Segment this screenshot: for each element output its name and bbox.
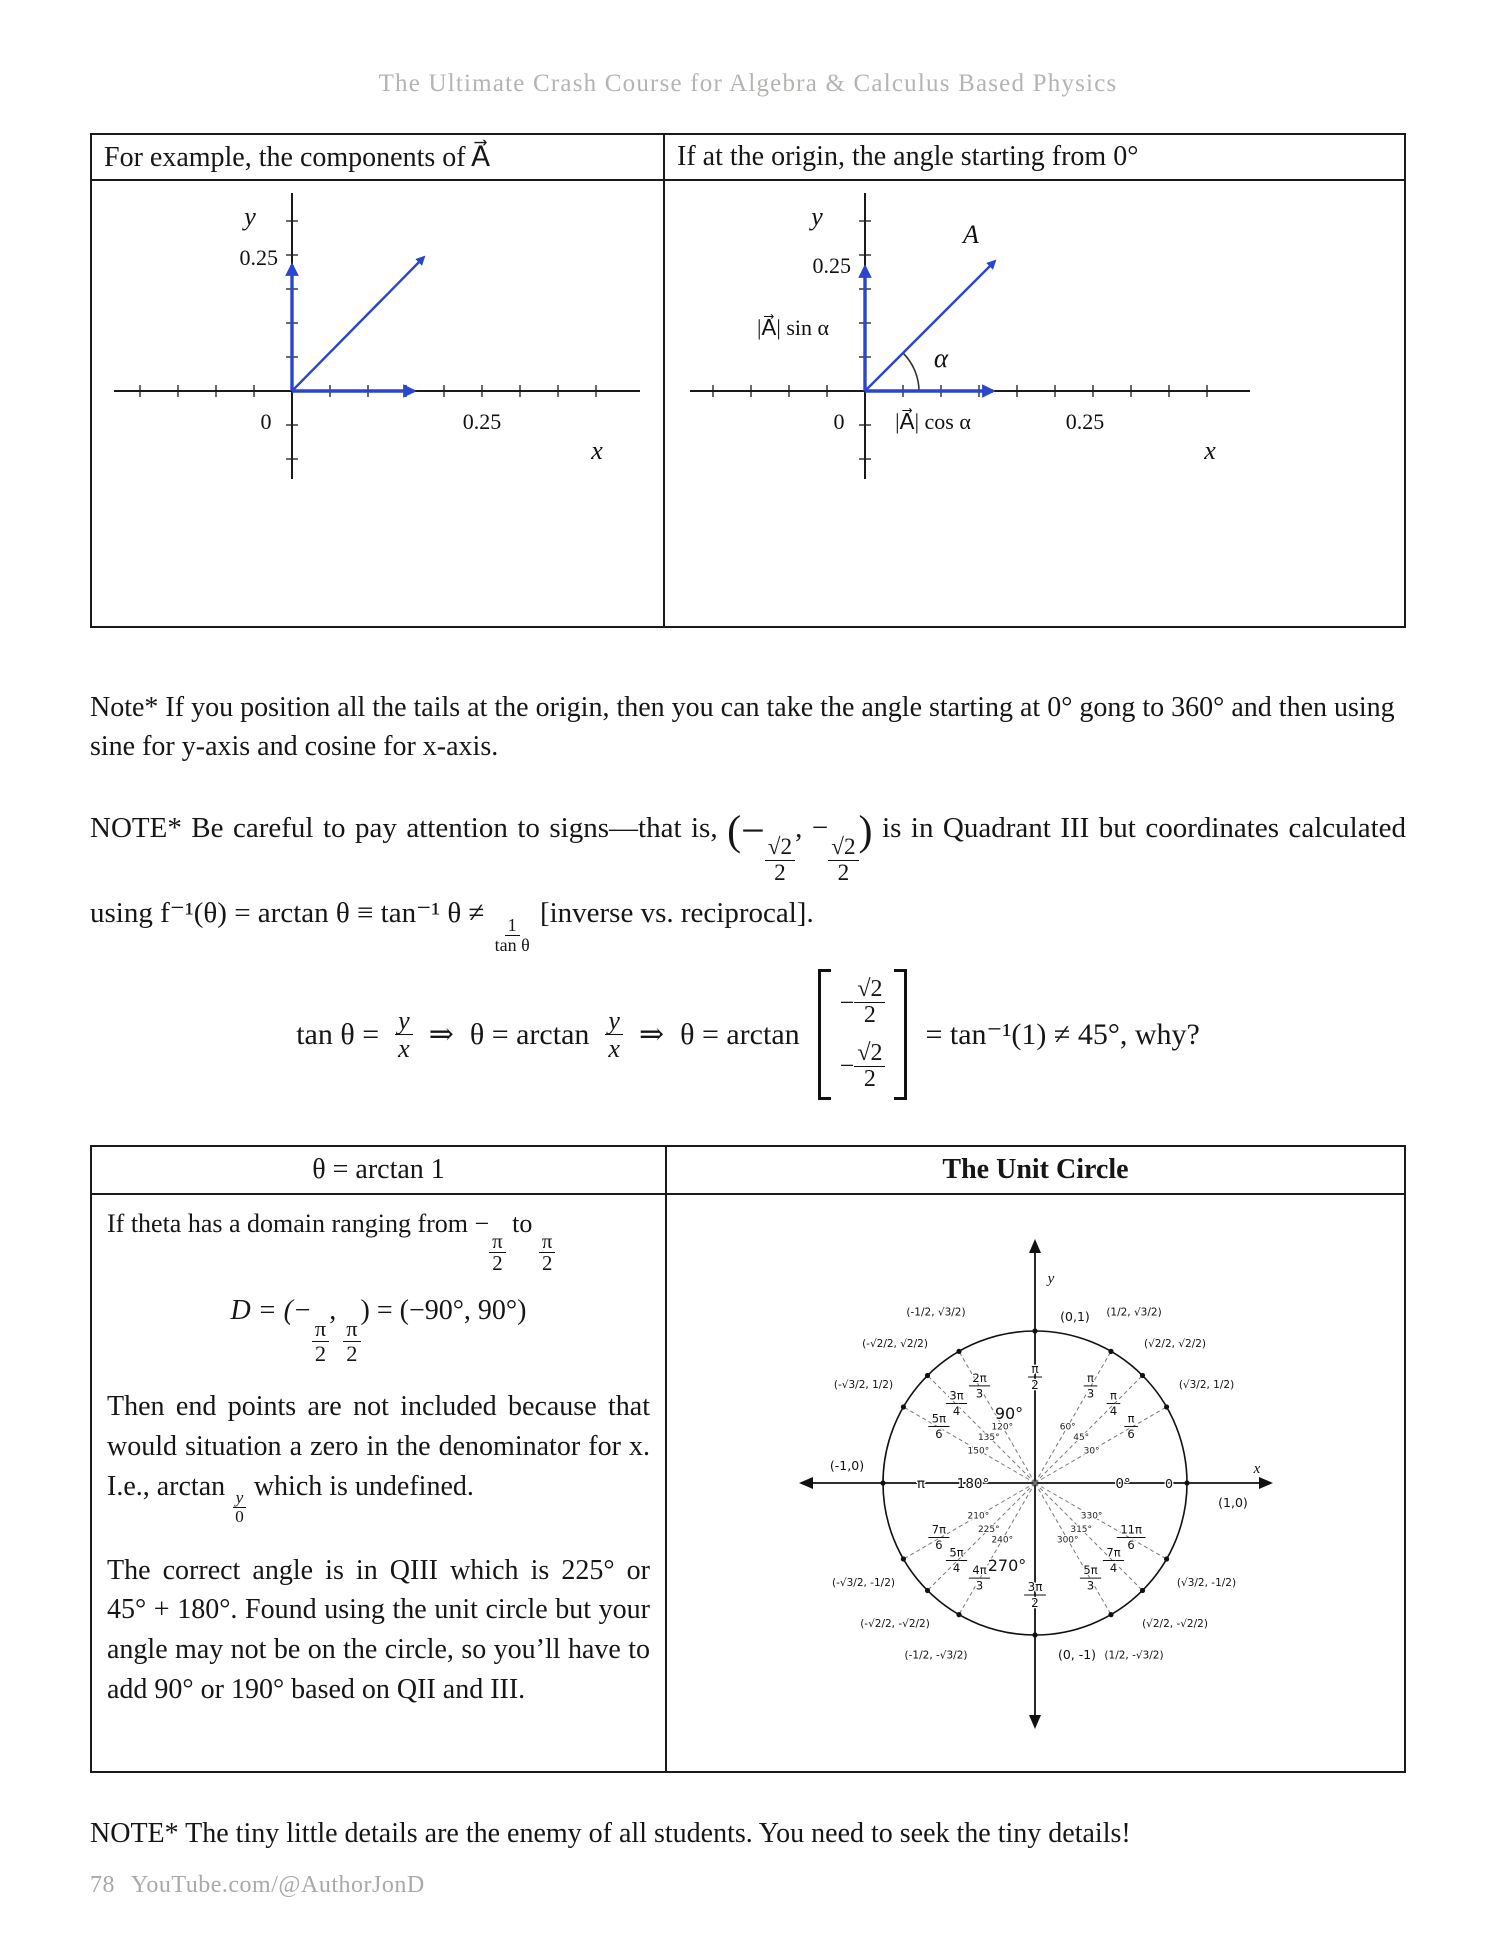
uc-degree-small: 225° (977, 1525, 1000, 1536)
uc-degree-small: 135° (977, 1432, 1000, 1443)
uc-degree-main: 90° (994, 1404, 1024, 1423)
note-signs-text-a: NOTE* Be careful to pay attention to signs—that is, (90, 812, 718, 844)
fraction-pi-over-2: $\frac{\pi}{2}$ (343, 1317, 360, 1365)
uc-radian-label: π (916, 1476, 926, 1492)
uc-radian-label: 3 (975, 1386, 984, 1401)
components-table-right-header: If at the origin, the angle starting from 0° (665, 135, 1404, 181)
uc-radian-label: 6 (935, 1538, 943, 1552)
axis-ticks (140, 221, 596, 459)
correct-angle-paragraph: The correct angle is in QIII which is 225° or 45° + 180°. Found using the unit circle but your angle may not be on the circle, so you’ll have to add 90° or 190° based on QII and III. (107, 1554, 650, 1705)
uc-radian-label: 3π (1027, 1580, 1043, 1594)
uc-radius-dashed (1035, 1407, 1167, 1483)
uc-radian-label: 7π (931, 1522, 947, 1537)
uc-point-dot (1108, 1612, 1113, 1617)
domain-equation: D = (− $\frac{\pi}{2}$ , $\frac{\pi}{2}$ ) = (−90°, 90°) (230, 1295, 527, 1366)
uc-radian-label: 4 (952, 1404, 961, 1418)
vector-components-table (90, 133, 1406, 628)
cos-component-label: |A⃗| cos α (895, 409, 971, 434)
uc-degree-small: 120° (991, 1422, 1014, 1433)
uc-coord-cardinal: (0, -1) (1057, 1647, 1097, 1662)
note-tails-origin: Note* If you position all the tails at the origin, then you can take the angle starting at 0° gong to 360° and then using sine for y-axis and cosine for x-axis. (90, 692, 1395, 763)
uc-radian-label: π (1031, 1362, 1039, 1376)
uc-radian-label: 6 (1127, 1427, 1135, 1441)
uc-point-dot (901, 1404, 906, 1409)
uc-radian-label: 6 (935, 1427, 943, 1441)
fraction-y-over-0: $\frac{y}{0}$ (232, 1489, 247, 1526)
paren-close: ) (858, 808, 873, 855)
components-table-left-header: For example, the components of A⃗ (92, 135, 665, 181)
uc-radian-label: 6 (1127, 1538, 1135, 1552)
endpoints-paragraph: Then end points are not included because that would situation a zero in the denominator for x. I.e., arctan $\frac{y}{0}$ which is undefined. (107, 1391, 650, 1527)
youtube-channel: YouTube.com/@AuthorJonD (131, 1872, 425, 1898)
arctan-header: θ = arctan 1 (92, 1147, 667, 1195)
uc-radius-dashed (1035, 1351, 1111, 1483)
uc-axis-arrow-down (1029, 1715, 1041, 1729)
y-axis-label: y (244, 202, 256, 231)
uc-degree-small: 45° (1073, 1432, 1090, 1443)
uc-point-dot (1164, 1404, 1169, 1409)
uc-radian-label: 2 (1031, 1596, 1039, 1610)
uc-degree-small: 60° (1059, 1422, 1076, 1433)
uc-coord-label: (-√3/2, 1/2) (833, 1379, 894, 1391)
uc-coord-label: (1/2, -√3/2) (1104, 1649, 1164, 1662)
uc-point-dot (956, 1349, 961, 1354)
uc-radius-dashed (959, 1483, 1035, 1615)
uc-radian-label: 5π (1083, 1563, 1098, 1578)
eq-theta-arctan: θ = arctan (469, 1017, 590, 1051)
uc-radian-label: π (1127, 1411, 1135, 1426)
y-axis-label: y (811, 202, 823, 231)
fraction-one-over-tan: $\frac{1}{\text{tan θ}}$ (494, 915, 530, 955)
origin-label: 0 (833, 409, 845, 434)
fraction-y-over-x: y x (605, 1007, 623, 1063)
fraction-sqrt2-over-2: $\frac{√2}{2}$ (765, 835, 795, 885)
uc-coord-cardinal: (-1,0) (829, 1458, 865, 1473)
uc-radian-label: π (1110, 1388, 1117, 1403)
fraction-sqrt2-over-2: $\frac{√2}{2}$ (828, 835, 858, 885)
note-signs-text-b: is in Quadrant III but coordinates calculated using f⁻¹(θ) = arctan θ ≡ tan⁻¹ θ ≠ (90, 812, 1407, 930)
uc-degree-small: 240° (991, 1535, 1014, 1546)
uc-radian-label: 4 (1109, 1561, 1118, 1575)
note-tiny-details: NOTE* The tiny little details are the enemy of all students. You need to seek the tiny details! (90, 1818, 1131, 1849)
vector-a (292, 257, 424, 391)
uc-coord-label: (√3/2, -1/2) (1176, 1577, 1237, 1589)
bracketed-fraction (818, 969, 908, 1100)
implies-icon: ⇒ (428, 1018, 454, 1051)
domain-line: If theta has a domain ranging from − $\frac{\pi}{2}$ to $\frac{\pi}{2}$ (107, 1209, 650, 1275)
uc-degree-main: 0° (1115, 1476, 1131, 1492)
ucvar: y (1047, 1271, 1055, 1287)
document-title: The Ultimate Crash Course for Algebra & Calculus Based Physics (378, 70, 1118, 97)
uc-radian-label: 4 (952, 1561, 961, 1575)
uc-radian-label: 2 (1031, 1378, 1039, 1392)
uc-coord-label: (-√2/2, -√2/2) (860, 1618, 930, 1630)
components-graph-cell (92, 181, 665, 626)
uc-degree-small: 315° (1070, 1525, 1093, 1536)
alpha-arc (903, 353, 919, 391)
page-footer (90, 1872, 425, 1899)
arctan-unit-circle-table (90, 1145, 1406, 1773)
x-tick-label: 0.25 (462, 409, 502, 434)
uc-axis-arrow-up (1029, 1239, 1041, 1253)
uc-point-dot (1164, 1556, 1169, 1561)
uc-coord-label: (-1/2, √3/2) (906, 1306, 966, 1319)
eq-theta-arctan: θ = arctan (680, 1017, 800, 1051)
denominator-neg-sqrt2-over-2: − $\frac{√2}{2}$ (840, 1041, 886, 1092)
sin-component-label: |A⃗| sin α (756, 315, 830, 340)
uc-radius-dashed (1035, 1483, 1111, 1615)
angle-graph (665, 181, 1404, 626)
origin-label: 0 (260, 409, 272, 434)
uc-degree-main: 270° (987, 1556, 1027, 1575)
unit-circle-header: The Unit Circle (667, 1147, 1404, 1195)
uc-radian-label: 3 (1086, 1386, 1095, 1401)
fraction-stack (838, 969, 888, 1100)
unit-circle-diagram (667, 1195, 1404, 1771)
uc-radian-label: 11π (1120, 1522, 1142, 1537)
fraction-pi-over-2: $\frac{\pi}{2}$ (312, 1317, 329, 1365)
uc-radian-label: 5π (931, 1411, 947, 1426)
uc-axis-arrow-right (1259, 1477, 1273, 1489)
uc-radian-label: 7π (1106, 1545, 1121, 1560)
uc-degree-small: 210° (967, 1511, 990, 1522)
uc-coord-cardinal: (1,0) (1218, 1495, 1248, 1510)
x-axis-label: x (591, 436, 603, 465)
page-number: 78 (90, 1872, 115, 1898)
unit-circle-cell (667, 1195, 1404, 1771)
uc-coord-label: (-1/2, -√3/2) (904, 1649, 968, 1662)
angle-graph-cell (665, 181, 1404, 626)
vector-a-label: A⃗ (962, 220, 1000, 249)
ucvar: x (1253, 1461, 1261, 1477)
uc-radian-label: 3π (949, 1388, 964, 1403)
uc-degree-small: 30° (1083, 1446, 1100, 1457)
uc-coord-label: (√2/2, √2/2) (1143, 1338, 1207, 1350)
comma-minus: , − (795, 812, 829, 844)
uc-radian-label: 4 (1109, 1404, 1118, 1418)
uc-radian-label: 2π (972, 1370, 987, 1385)
uc-radian-label: π (1087, 1370, 1094, 1385)
note-signs (90, 800, 1406, 955)
right-bracket (894, 969, 907, 1100)
uc-degree-small: 330° (1080, 1511, 1103, 1522)
uc-point-dot (880, 1480, 885, 1485)
eq-result: = tan⁻¹(1) ≠ 45°, why? (925, 1018, 1200, 1051)
uc-point-dot (1032, 1632, 1037, 1637)
uc-coord-label: (-√3/2, -1/2) (832, 1577, 895, 1589)
x-axis-label: x (1204, 436, 1216, 465)
note-signs-text-c: [inverse vs. reciprocal]. (539, 897, 814, 930)
uc-coord-cardinal: (0,1) (1060, 1309, 1090, 1324)
uc-degree-main: 180° (956, 1476, 990, 1492)
uc-coord-label: (√3/2, 1/2) (1178, 1379, 1235, 1391)
uc-point-dot (1032, 1328, 1037, 1333)
uc-degree-small: 300° (1056, 1535, 1079, 1546)
fraction-pi-over-2: $\frac{\pi}{2}$ (489, 1231, 506, 1276)
uc-point-dot (1140, 1588, 1145, 1593)
y-tick-label: 0.25 (239, 245, 278, 270)
x-tick-label: 0.25 (1065, 409, 1105, 434)
paren-open: (− (727, 808, 765, 855)
uc-point-dot (1140, 1373, 1145, 1378)
uc-radian-label: 5π (949, 1545, 964, 1560)
left-bracket (818, 969, 831, 1100)
uc-coord-label: (-√2/2, √2/2) (862, 1338, 928, 1350)
eq-tan-theta: tan θ = (296, 1017, 380, 1051)
uc-coord-label: (1/2, √3/2) (1106, 1306, 1162, 1319)
uc-coord-label: (√2/2, -√2/2) (1142, 1618, 1208, 1630)
uc-radian-label: 0 (1165, 1476, 1173, 1491)
uc-degree-small: 150° (967, 1446, 990, 1457)
uc-radian-label: 4π (972, 1563, 987, 1578)
arctan-equation (90, 952, 1406, 1117)
uc-point-dot (1184, 1480, 1189, 1485)
uc-radian-label: 3 (975, 1578, 984, 1593)
arctan-cell (92, 1195, 667, 1771)
uc-point-dot (1108, 1349, 1113, 1354)
y-tick-label: 0.25 (812, 253, 851, 278)
implies-icon: ⇒ (638, 1018, 665, 1051)
uc-point-dot (901, 1556, 906, 1561)
uc-radian-label: 3 (1086, 1578, 1095, 1593)
numerator-neg-sqrt2-over-2: − $\frac{√2}{2}$ (840, 977, 886, 1028)
components-graph (92, 181, 663, 626)
alpha-label: α (933, 343, 949, 373)
fraction-y-over-x: $\frac{y}{x}$ (395, 1007, 413, 1063)
uc-point-dot (956, 1612, 961, 1617)
fraction-pi-over-2: $\frac{\pi}{2}$ (539, 1231, 556, 1276)
uc-point-dot (925, 1588, 930, 1593)
uc-axis-arrow-left (799, 1477, 813, 1489)
vector-a (865, 261, 995, 391)
uc-point-dot (925, 1373, 930, 1378)
